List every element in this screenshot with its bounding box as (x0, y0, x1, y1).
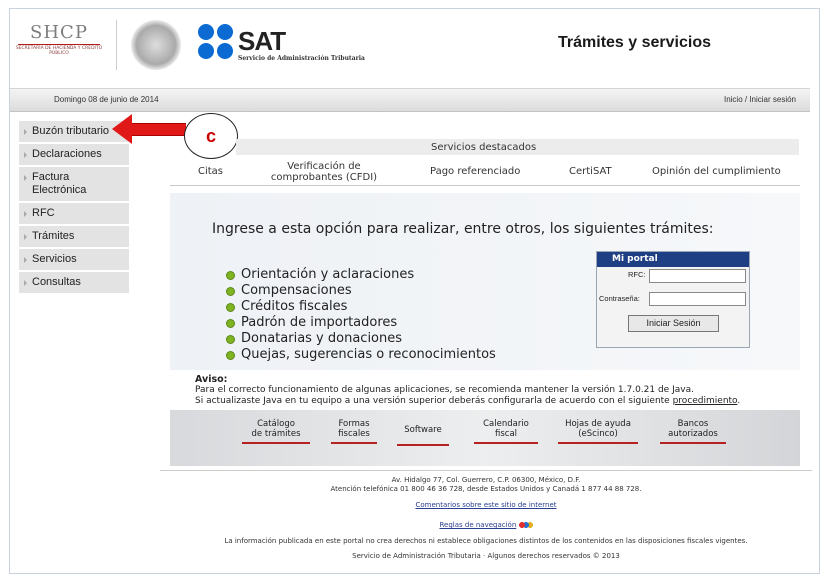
service-link-certisat[interactable]: CertiSAT (569, 166, 612, 177)
list-item: Compensaciones (226, 283, 496, 299)
service-link-pago-referenciado[interactable]: Pago referenciado (430, 166, 521, 177)
annotation-arrow-icon (112, 114, 132, 144)
service-link-opinion-cumplimiento[interactable]: Opinión del cumplimiento (652, 166, 781, 177)
shcp-logo-text: SHCP (30, 22, 88, 43)
service-link-citas[interactable]: Citas (198, 166, 224, 177)
footer-phone: Atención telefónica 01 800 46 36 728, desde Estados Unidos y Canadá 1 877 44 88 728. (330, 485, 642, 493)
footer-copyright: Servicio de Administración Tributaria · Algunos derechos reservados © 2013 (352, 552, 620, 560)
rfc-label: RFC: (628, 270, 646, 279)
sidebar-item-tramites[interactable]: Trámites (19, 226, 129, 249)
list-item: Quejas, sugerencias o reconocimientos (226, 347, 496, 363)
sidebar-item-declaraciones[interactable]: Declaraciones (19, 144, 129, 167)
mi-portal-login-box (596, 251, 750, 348)
aviso-line-2-end: . (737, 396, 741, 406)
navigation-rules-link[interactable]: Reglas de navegación (439, 521, 517, 529)
annotation-callout: c (184, 113, 238, 159)
quick-link-label: Software (404, 425, 442, 435)
login-button[interactable]: Iniciar Sesión (628, 315, 719, 332)
services-divider (170, 185, 800, 186)
quick-link-catalogo-tramites[interactable] (242, 419, 310, 444)
sidebar-item-servicios[interactable]: Servicios (19, 249, 129, 272)
annotation-arrow-shaft (128, 123, 186, 136)
tramites-list (226, 267, 496, 363)
aviso-line-2 (195, 396, 740, 406)
quick-link-software[interactable] (397, 425, 449, 446)
quick-link-label: autorizados (668, 429, 718, 439)
navigation-rules (160, 521, 812, 529)
password-label: Contraseña: (599, 294, 640, 303)
quick-link-hojas-ayuda[interactable] (558, 419, 638, 444)
list-item: Donatarias y donaciones (226, 331, 496, 347)
quick-link-label: Bancos (677, 419, 709, 429)
quick-link-label: fiscales (338, 429, 370, 439)
shcp-logo-subtitle: SECRETARÍA DE HACIENDA Y CRÉDITO PÚBLICO (15, 46, 103, 56)
service-link-cfdi[interactable]: Verificación de comprobantes (CFDI) (270, 161, 378, 183)
banner-lead-text: Ingrese a esta opción para realizar, entre otros, los siguientes trámites: (212, 221, 714, 237)
list-item: Padrón de importadores (226, 315, 496, 331)
shcp-logo[interactable] (12, 22, 106, 56)
quick-link-label: fiscal (494, 429, 518, 439)
quick-link-label: de trámites (251, 429, 301, 439)
sidebar-item-rfc[interactable]: RFC (19, 203, 129, 226)
sidebar-nav (19, 121, 129, 295)
sat-logo-icon[interactable] (198, 24, 234, 60)
rules-icon (519, 521, 533, 529)
procedimiento-link[interactable]: procedimiento (672, 396, 738, 406)
login-link[interactable]: Inicio / Iniciar sesión (723, 95, 796, 104)
aviso-title: Aviso: (195, 374, 228, 385)
sat-logo-text[interactable]: SAT (238, 26, 286, 56)
quick-link-label: Catálogo (257, 419, 295, 429)
sidebar-item-consultas[interactable]: Consultas (19, 272, 129, 295)
quick-link-bancos-autorizados[interactable] (660, 419, 726, 444)
quick-link-calendario-fiscal[interactable] (474, 419, 538, 444)
quick-link-label: Hojas de ayuda (565, 419, 631, 429)
current-date: Domingo 08 de junio de 2014 (54, 95, 159, 104)
header-divider (116, 20, 117, 70)
list-item: Orientación y aclaraciones (226, 267, 496, 283)
quick-link-label: Calendario (483, 419, 529, 429)
quick-link-label: (eScinco) (578, 429, 618, 439)
page-title: Trámites y servicios (558, 34, 711, 51)
sidebar-item-factura-electronica[interactable]: Factura Electrónica (19, 167, 129, 203)
footer-address: Av. Hidalgo 77, Col. Guerrero, C.P. 06300, México, D.F. (391, 476, 581, 484)
list-item: Créditos fiscales (226, 299, 496, 315)
aviso-line-2-text: Si actualizaste Java en tu equipo a una versión superior deberás configurarla de acuerdo con el siguiente (195, 396, 670, 406)
services-title: Servicios destacados (431, 142, 537, 153)
footer-divider (160, 470, 812, 471)
rfc-input[interactable] (649, 269, 746, 283)
footer-disclaimer: La información publicada en este portal no crea derechos ni establece obligaciones distintos de los contenidos en las disposiciones fiscales vigentes. (224, 537, 748, 545)
quick-link-formas-fiscales[interactable] (331, 419, 377, 444)
sidebar-item-buzon-tributario[interactable]: Buzón tributario (19, 121, 129, 144)
aviso-line-1: Para el correcto funcionamiento de algunas aplicaciones, se recomienda mantener la versión 1.7.0.21 de Java. (195, 385, 694, 395)
comments-link[interactable]: Comentarios sobre este sitio de internet (415, 501, 557, 509)
shcp-logo-rule (18, 44, 100, 45)
quick-link-label: Formas (338, 419, 370, 429)
national-seal-icon (131, 20, 181, 70)
password-input[interactable] (649, 292, 746, 306)
date-bar (10, 88, 810, 112)
sat-logo-subtitle: Servicio de Administración Tributaria (238, 55, 365, 62)
mi-portal-title: Mi portal (597, 252, 749, 267)
